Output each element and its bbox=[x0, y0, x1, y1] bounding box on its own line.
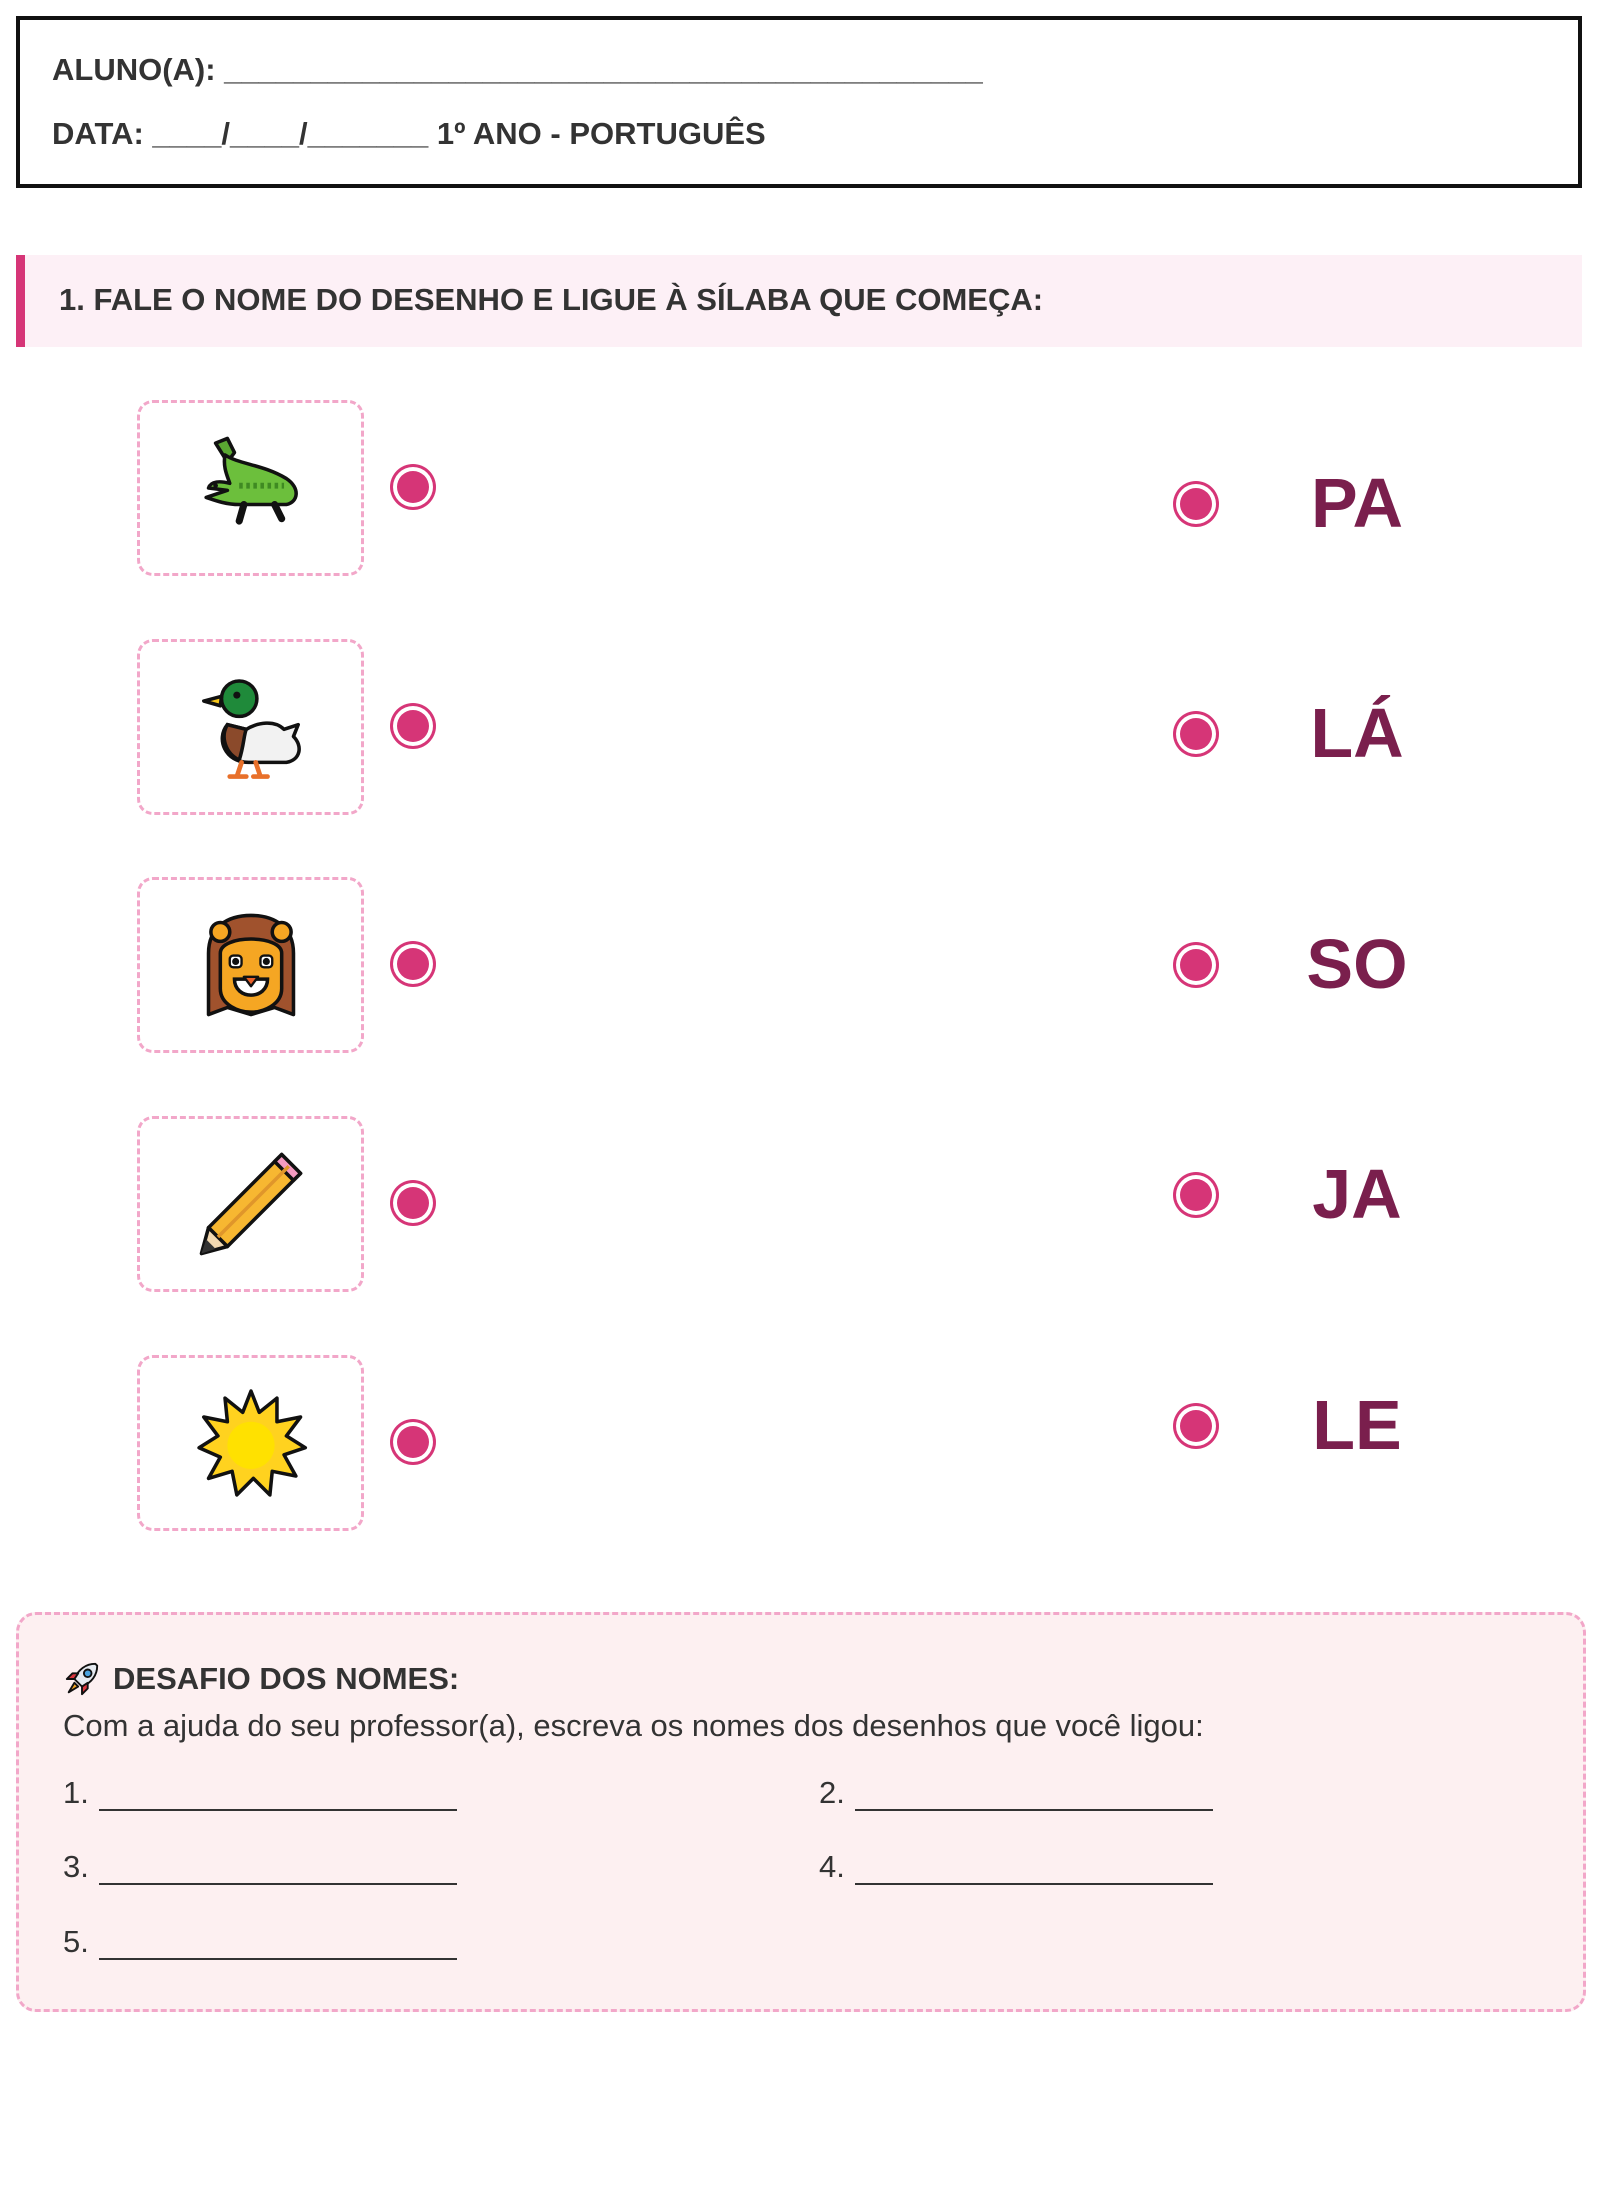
picture-box-lion bbox=[137, 877, 364, 1053]
answer-line-5[interactable] bbox=[63, 1924, 457, 1960]
answer-blank[interactable] bbox=[99, 1853, 457, 1885]
alligator-icon bbox=[192, 429, 310, 547]
picture-box-alligator bbox=[137, 400, 364, 576]
lion-icon bbox=[192, 906, 310, 1024]
syllable-dot[interactable] bbox=[1176, 1175, 1216, 1215]
syllable-label: LE bbox=[1312, 1386, 1402, 1464]
picture-dot[interactable] bbox=[393, 1183, 433, 1223]
answer-blank[interactable] bbox=[855, 1779, 1213, 1811]
sun-icon bbox=[192, 1384, 310, 1502]
challenge-box bbox=[16, 1612, 1586, 2012]
challenge-title-text: DESAFIO DOS NOMES: bbox=[113, 1661, 460, 1696]
header-box bbox=[16, 16, 1582, 188]
syllable-label: JA bbox=[1312, 1155, 1402, 1233]
instruction-text: 1. FALE O NOME DO DESENHO E LIGUE À SÍLABA QUE COMEÇA: bbox=[59, 282, 1044, 317]
answer-line-3[interactable] bbox=[63, 1849, 457, 1885]
picture-box-pencil bbox=[137, 1116, 364, 1292]
picture-dot[interactable] bbox=[393, 706, 433, 746]
answer-number: 2. bbox=[819, 1775, 845, 1810]
pencil-icon bbox=[192, 1145, 310, 1263]
answer-number: 3. bbox=[63, 1849, 89, 1884]
answer-number: 4. bbox=[819, 1849, 845, 1884]
challenge-title bbox=[63, 1660, 459, 1698]
instruction-banner bbox=[16, 255, 1582, 347]
syllable-label: SO bbox=[1306, 925, 1408, 1003]
syllable-dot[interactable] bbox=[1176, 945, 1216, 985]
syllable-dot[interactable] bbox=[1176, 484, 1216, 524]
answer-line-1[interactable] bbox=[63, 1775, 457, 1811]
date-grade-line: DATA: ____/____/_______ 1º ANO - PORTUGUÊS bbox=[52, 116, 766, 151]
answer-line-2[interactable] bbox=[819, 1775, 1213, 1811]
answer-blank[interactable] bbox=[99, 1779, 457, 1811]
syllable-dot[interactable] bbox=[1176, 714, 1216, 754]
picture-box-sun bbox=[137, 1355, 364, 1531]
challenge-description: Com a ajuda do seu professor(a), escreva os nomes dos desenhos que você ligou: bbox=[63, 1708, 1204, 1743]
duck-icon bbox=[192, 668, 310, 786]
answer-number: 5. bbox=[63, 1924, 89, 1959]
student-name-line: ALUNO(A): ____________________________________________ bbox=[52, 52, 983, 87]
rocket-icon bbox=[63, 1660, 101, 1698]
syllable-label: PA bbox=[1310, 464, 1404, 542]
answer-line-4[interactable] bbox=[819, 1849, 1213, 1885]
syllable-label: LÁ bbox=[1310, 694, 1404, 772]
picture-box-duck bbox=[137, 639, 364, 815]
answer-blank[interactable] bbox=[855, 1853, 1213, 1885]
syllable-dot[interactable] bbox=[1176, 1406, 1216, 1446]
picture-dot[interactable] bbox=[393, 1422, 433, 1462]
answer-blank[interactable] bbox=[99, 1928, 457, 1960]
picture-dot[interactable] bbox=[393, 467, 433, 507]
answer-number: 1. bbox=[63, 1775, 89, 1810]
picture-dot[interactable] bbox=[393, 944, 433, 984]
